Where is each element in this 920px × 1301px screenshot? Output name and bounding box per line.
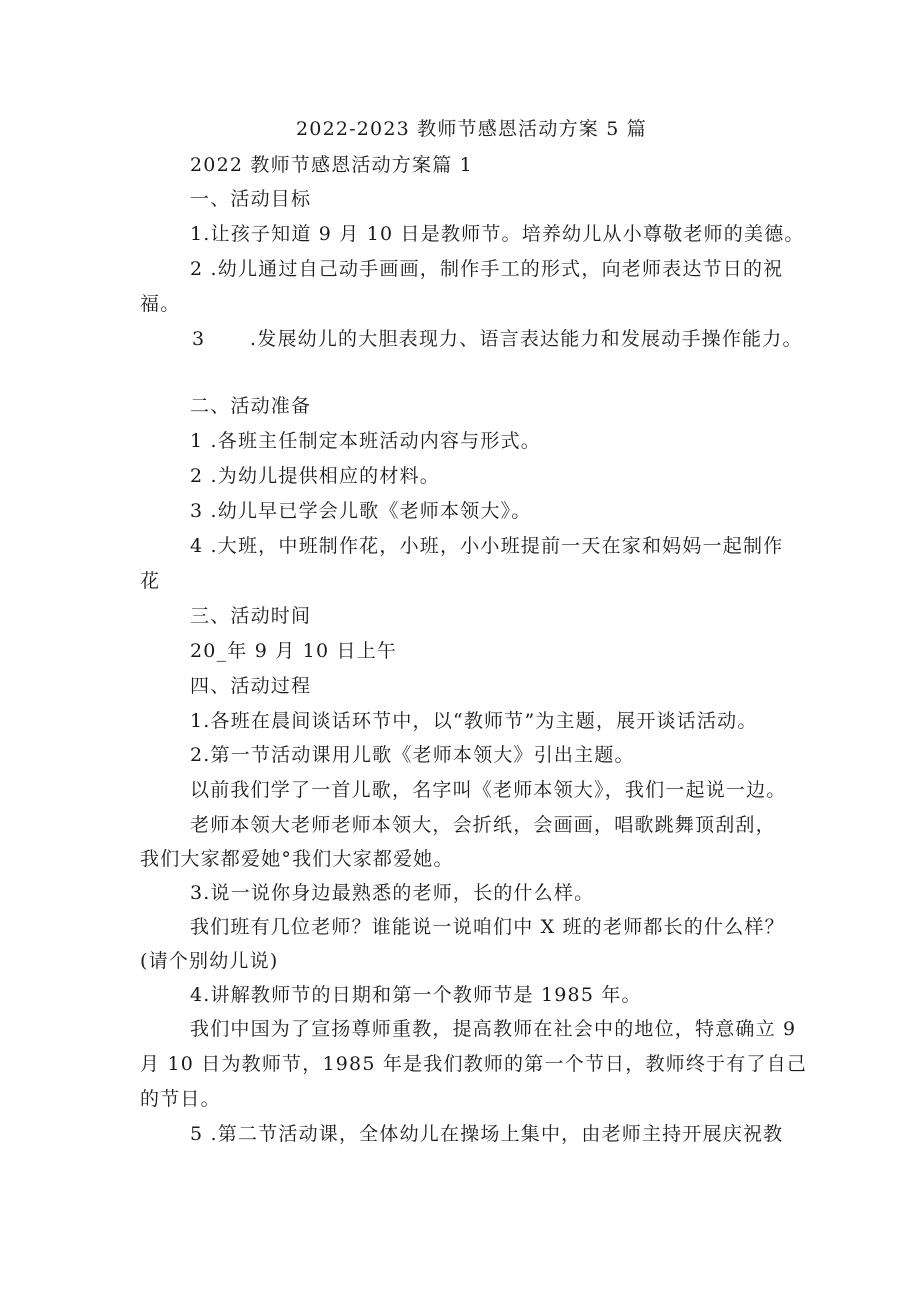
- process-paragraph-8-line-3: 的节日。: [140, 1088, 221, 1110]
- process-paragraph-6-line-1: 我们班有几位老师？谁能说一说咱们中 X 班的老师都长的什么样？: [190, 916, 785, 938]
- section-heading-process: 四、活动过程: [190, 675, 312, 697]
- goal-item-3-number: 3: [192, 328, 206, 350]
- prep-item-4-line-1: 4 .大班，中班制作花，小班，小小班提前一天在家和妈妈一起制作: [190, 535, 784, 557]
- process-paragraph-1: 1.各班在晨间谈话环节中，以“教师节”为主题，展开谈话活动。: [190, 710, 758, 732]
- prep-item-4-line-2: 花: [140, 570, 161, 592]
- section-heading-time: 三、活动时间: [190, 605, 312, 627]
- goal-item-1: 1.让孩子知道 9 月 10 日是教师节。培养幼儿从小尊敬老师的美德。: [190, 223, 805, 245]
- process-paragraph-4-line-1: 老师本领大老师老师本领大，会折纸，会画画，唱歌跳舞顶刮刮，: [190, 814, 776, 836]
- prep-item-3: 3 .幼儿早已学会儿歌《老师本领大》。: [190, 500, 532, 522]
- process-paragraph-2: 2.第一节活动课用儿歌《老师本领大》引出主题。: [190, 744, 635, 766]
- goal-item-2-line-2: 福。: [140, 293, 181, 315]
- prep-item-1: 1 .各班主任制定本班活动内容与形式。: [190, 430, 541, 452]
- prep-item-2: 2 .为幼儿提供相应的材料。: [190, 465, 440, 487]
- goal-item-3-text: .发展幼儿的大胆表现力、语言表达能力和发展动手操作能力。: [250, 328, 803, 350]
- process-paragraph-8-line-2: 月 10 日为教师节，1985 年是我们教师的第一个节日，教师终于有了自己: [140, 1053, 808, 1075]
- process-paragraph-8-line-1: 我们中国为了宣扬尊师重教，提高教师在社会中的地位，特意确立 9: [190, 1018, 797, 1040]
- document-subtitle: 2022 教师节感恩活动方案篇 1: [190, 154, 473, 176]
- process-paragraph-7: 4.讲解教师节的日期和第一个教师节是 1985 年。: [190, 984, 642, 1006]
- document-title: 2022-2023 教师节感恩活动方案 5 篇: [296, 118, 647, 140]
- process-paragraph-6-line-2: (请个别幼儿说): [140, 950, 279, 972]
- process-paragraph-4-line-2: 我们大家都爱她°我们大家都爱她。: [140, 848, 454, 870]
- goal-item-2-line-1: 2 .幼儿通过自己动手画画，制作手工的形式，向老师表达节日的祝: [190, 258, 784, 280]
- section-heading-prep: 二、活动准备: [190, 395, 312, 417]
- process-paragraph-9: 5 .第二节活动课，全体幼儿在操场上集中，由老师主持开展庆祝教: [190, 1123, 784, 1145]
- section-heading-goals: 一、活动目标: [190, 188, 312, 210]
- process-paragraph-3: 以前我们学了一首儿歌，名字叫《老师本领大》，我们一起说一边。: [190, 779, 787, 801]
- process-paragraph-5: 3.说一说你身边最熟悉的老师，长的什么样。: [190, 882, 595, 904]
- activity-time: 20_年 9 月 10 日上午: [190, 640, 398, 662]
